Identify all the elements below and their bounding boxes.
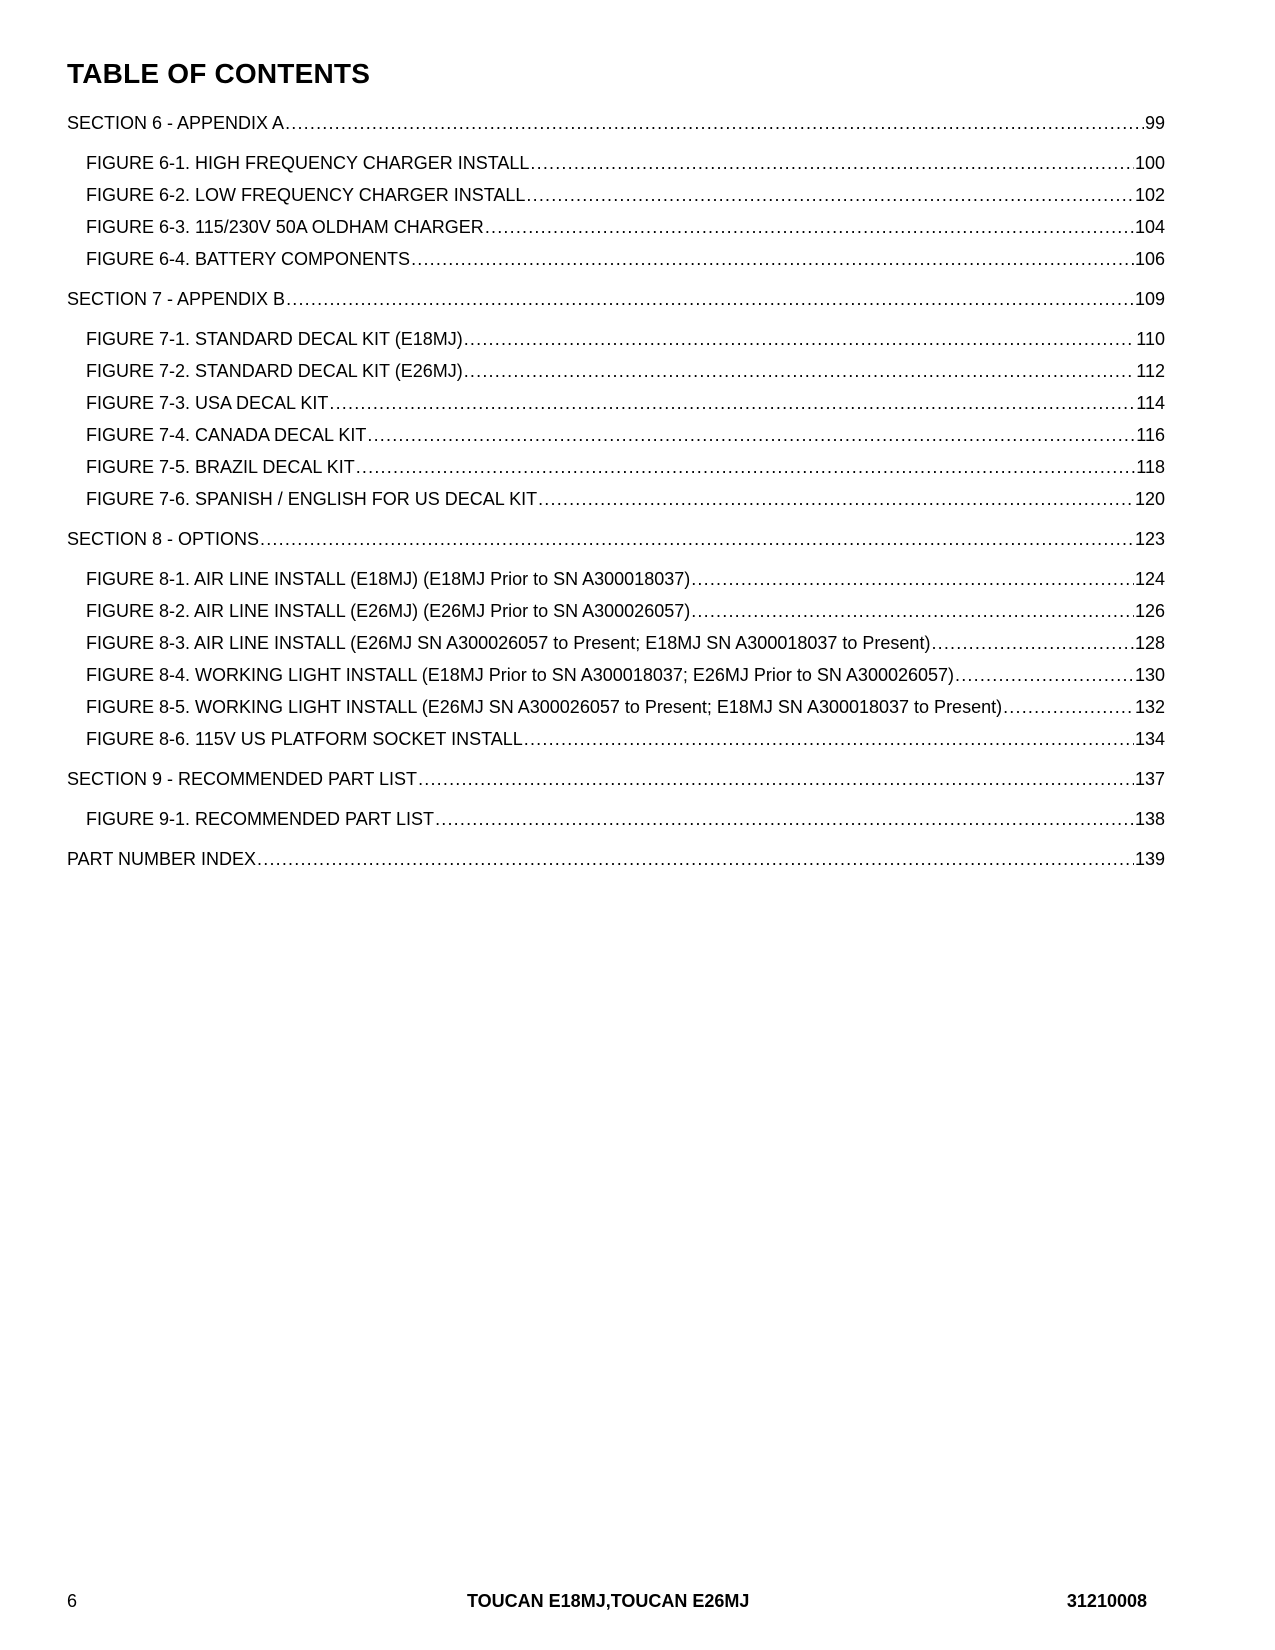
footer-page-number: 6: [67, 1591, 78, 1611]
toc-figure-8-2[interactable]: [67, 600, 1165, 622]
toc-section-6[interactable]: [67, 112, 1165, 134]
toc-entry-page: 116: [1136, 425, 1165, 445]
dot-leader: [526, 184, 1134, 206]
dot-leader: [530, 152, 1134, 174]
toc-entry-page: 102: [1134, 185, 1165, 205]
dot-leader: [485, 216, 1134, 238]
dot-leader: [286, 288, 1134, 310]
toc-entry-page: 104: [1134, 217, 1165, 237]
toc-entry-page: 110: [1136, 329, 1165, 349]
dot-leader: [285, 112, 1144, 134]
page-footer: [67, 1591, 1147, 1615]
toc-figure-6-1[interactable]: [67, 152, 1165, 174]
dot-leader: [356, 456, 1136, 478]
toc-entry-label: FIGURE 8-3. AIR LINE INSTALL (E26MJ SN A300026057 to Present; E18MJ SN A300018037 to Present): [86, 633, 931, 653]
toc-entry-label: FIGURE 8-6. 115V US PLATFORM SOCKET INSTALL: [86, 729, 523, 749]
toc-entry-label: FIGURE 7-2. STANDARD DECAL KIT (E26MJ): [86, 361, 463, 381]
dot-leader: [955, 664, 1134, 686]
toc-entry-label: FIGURE 6-4. BATTERY COMPONENTS: [86, 249, 411, 269]
toc-figure-6-4[interactable]: [67, 248, 1165, 270]
toc-figure-7-4[interactable]: [67, 424, 1165, 446]
toc-entry-label: FIGURE 6-1. HIGH FREQUENCY CHARGER INSTALL: [86, 153, 530, 173]
dot-leader: [257, 848, 1134, 870]
toc-entry-label: FIGURE 7-6. SPANISH / ENGLISH FOR US DECAL KIT: [86, 489, 538, 509]
toc-entry-page: 124: [1134, 569, 1165, 589]
table-of-contents: [67, 112, 1165, 870]
toc-entry-label: PART NUMBER INDEX: [67, 849, 257, 869]
toc-section-9[interactable]: [67, 768, 1165, 790]
dot-leader: [931, 632, 1134, 654]
dot-leader: [524, 728, 1134, 750]
toc-entry-label: FIGURE 7-1. STANDARD DECAL KIT (E18MJ): [86, 329, 463, 349]
toc-entry-page: 109: [1134, 289, 1165, 309]
page-title: TABLE OF CONTENTS: [67, 58, 371, 89]
toc-figure-7-2[interactable]: [67, 360, 1165, 382]
toc-entry-label: SECTION 6 - APPENDIX A: [67, 113, 285, 133]
toc-figure-7-5[interactable]: [67, 456, 1165, 478]
toc-figure-6-3[interactable]: [67, 216, 1165, 238]
dot-leader: [538, 488, 1134, 510]
toc-entry-label: FIGURE 7-3. USA DECAL KIT: [86, 393, 329, 413]
dot-leader: [1003, 696, 1134, 718]
toc-figure-7-1[interactable]: [67, 328, 1165, 350]
toc-entry-label: SECTION 9 - RECOMMENDED PART LIST: [67, 769, 418, 789]
toc-figure-8-3[interactable]: [67, 632, 1165, 654]
toc-entry-page: 132: [1134, 697, 1165, 717]
toc-entry-page: 106: [1134, 249, 1165, 269]
toc-entry-label: SECTION 7 - APPENDIX B: [67, 289, 286, 309]
dot-leader: [691, 568, 1134, 590]
toc-figure-8-6[interactable]: [67, 728, 1165, 750]
toc-entry-page: 138: [1134, 809, 1165, 829]
toc-section-8[interactable]: [67, 528, 1165, 550]
toc-entry-page: 99: [1144, 113, 1165, 133]
toc-entry-label: FIGURE 8-4. WORKING LIGHT INSTALL (E18MJ Prior to SN A300018037; E26MJ Prior to SN A300026057): [86, 665, 955, 685]
toc-figure-8-1[interactable]: [67, 568, 1165, 590]
dot-leader: [367, 424, 1135, 446]
toc-entry-label: FIGURE 6-2. LOW FREQUENCY CHARGER INSTALL: [86, 185, 526, 205]
toc-section-7[interactable]: [67, 288, 1165, 310]
dot-leader: [464, 328, 1136, 350]
dot-leader: [691, 600, 1134, 622]
toc-entry-label: FIGURE 7-5. BRAZIL DECAL KIT: [86, 457, 355, 477]
toc-entry-page: 126: [1134, 601, 1165, 621]
toc-entry-label: FIGURE 8-2. AIR LINE INSTALL (E26MJ) (E26MJ Prior to SN A300026057): [86, 601, 691, 621]
footer-title: TOUCAN E18MJ,TOUCAN E26MJ: [467, 1591, 750, 1611]
toc-figure-8-4[interactable]: [67, 664, 1165, 686]
toc-entry-page: 118: [1136, 457, 1165, 477]
toc-entry-label: FIGURE 9-1. RECOMMENDED PART LIST: [86, 809, 435, 829]
toc-entry-page: 130: [1134, 665, 1165, 685]
toc-entry-label: FIGURE 6-3. 115/230V 50A OLDHAM CHARGER: [86, 217, 484, 237]
toc-entry-page: 128: [1134, 633, 1165, 653]
dot-leader: [464, 360, 1136, 382]
toc-figure-8-5[interactable]: [67, 696, 1165, 718]
toc-entry-label: FIGURE 8-5. WORKING LIGHT INSTALL (E26MJ SN A300026057 to Present; E18MJ SN A300018037 to Present): [86, 697, 1003, 717]
toc-entry-page: 139: [1134, 849, 1165, 869]
toc-entry-page: 100: [1134, 153, 1165, 173]
toc-entry-page: 123: [1134, 529, 1165, 549]
toc-entry-page: 134: [1134, 729, 1165, 749]
dot-leader: [411, 248, 1134, 270]
footer-doc-number: 31210008: [1066, 1591, 1147, 1611]
toc-entry-page: 112: [1136, 361, 1165, 381]
toc-entry-page: 120: [1134, 489, 1165, 509]
dot-leader: [435, 808, 1134, 830]
toc-entry-label: SECTION 8 - OPTIONS: [67, 529, 260, 549]
toc-entry-label: FIGURE 8-1. AIR LINE INSTALL (E18MJ) (E18MJ Prior to SN A300018037): [86, 569, 691, 589]
toc-figure-6-2[interactable]: [67, 184, 1165, 206]
dot-leader: [418, 768, 1134, 790]
toc-entry-page: 114: [1136, 393, 1165, 413]
toc-figure-7-3[interactable]: [67, 392, 1165, 414]
toc-entry-page: 137: [1134, 769, 1165, 789]
toc-figure-7-6[interactable]: [67, 488, 1165, 510]
toc-entry-label: FIGURE 7-4. CANADA DECAL KIT: [86, 425, 367, 445]
toc-figure-9-1[interactable]: [67, 808, 1165, 830]
dot-leader: [260, 528, 1134, 550]
dot-leader: [329, 392, 1135, 414]
toc-part-number-index[interactable]: [67, 848, 1165, 870]
